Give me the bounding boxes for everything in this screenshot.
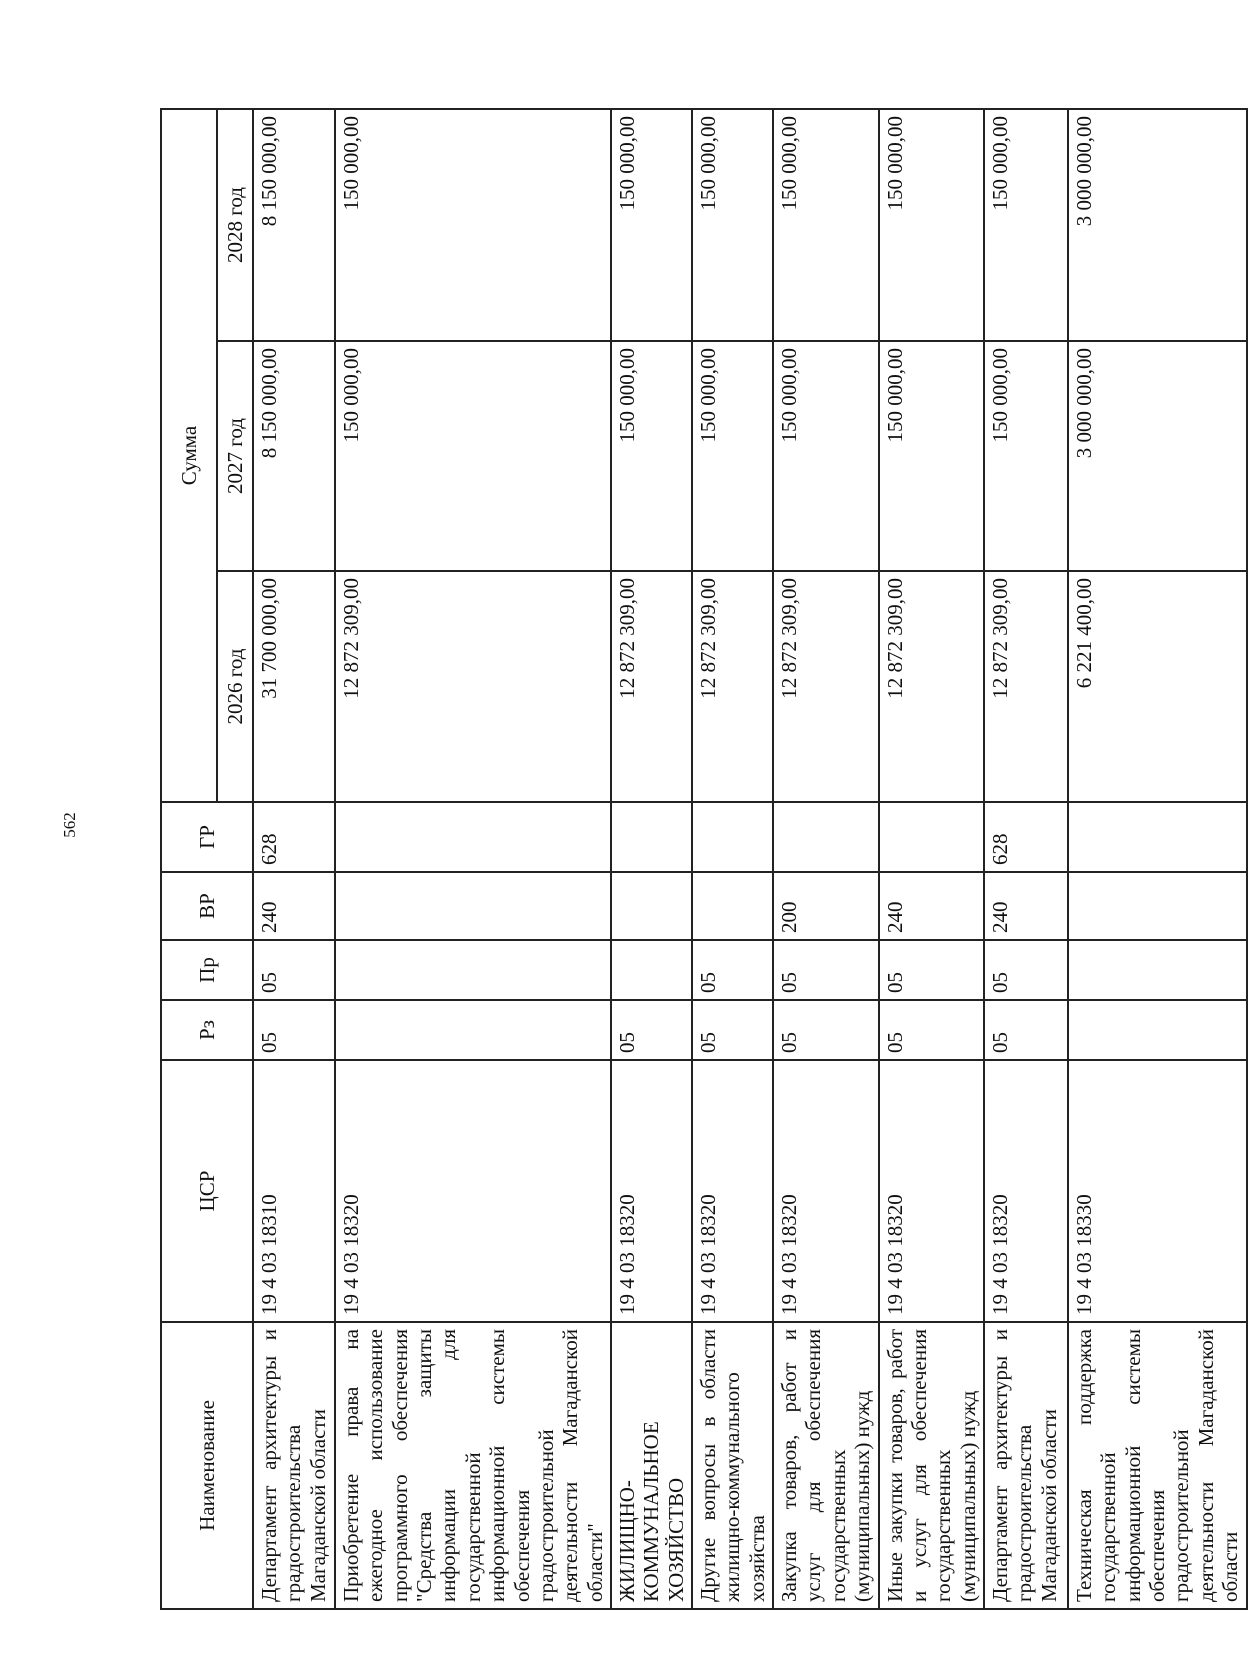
cell-csr: 19 4 03 18320 — [879, 1060, 984, 1322]
cell-csr: 19 4 03 18320 — [773, 1060, 878, 1322]
cell-csr: 19 4 03 18310 — [253, 1060, 335, 1322]
col-header-pr: Пр — [161, 940, 253, 1000]
cell-name: Приобретение права на ежегодное использование программного обеспечения "Средства защиты информации для государственной информационной системы обеспечения градостроительной деятельности Магаданской области" — [335, 1322, 611, 1609]
table-row — [773, 109, 878, 1609]
table-row — [692, 109, 773, 1609]
cell-csr: 19 4 03 18320 — [692, 1060, 773, 1322]
table-row — [335, 109, 611, 1609]
cell-2026: 12 872 309,00 — [692, 571, 773, 802]
cell-csr: 19 4 03 18320 — [335, 1060, 611, 1322]
cell-gr — [1068, 802, 1247, 872]
cell-csr: 19 4 03 18320 — [611, 1060, 692, 1322]
cell-2027: 3 000 000,00 — [1068, 341, 1247, 571]
cell-2028: 150 000,00 — [879, 109, 984, 341]
col-header-gr: ГР — [161, 802, 253, 872]
cell-2026: 12 872 309,00 — [879, 571, 984, 802]
cell-2027: 150 000,00 — [773, 341, 878, 571]
cell-vr: 240 — [879, 872, 984, 940]
cell-2028: 150 000,00 — [773, 109, 878, 341]
cell-rz — [335, 1000, 611, 1060]
cell-2026: 12 872 309,00 — [984, 571, 1068, 802]
cell-rz: 05 — [773, 1000, 878, 1060]
cell-2026: 31 700 000,00 — [253, 571, 335, 802]
cell-2028: 3 000 000,00 — [1068, 109, 1247, 341]
table-row — [879, 109, 984, 1609]
table-row — [611, 109, 692, 1609]
table-row — [253, 109, 335, 1609]
cell-pr: 05 — [692, 940, 773, 1000]
cell-name: Иные закупки товаров, работ и услуг для обеспечения государственных (муниципальных) нужд — [879, 1322, 984, 1609]
cell-pr — [335, 940, 611, 1000]
cell-gr — [611, 802, 692, 872]
cell-name: Департамент архитектуры и градостроительства Магаданской области — [253, 1322, 335, 1609]
cell-2026: 12 872 309,00 — [773, 571, 878, 802]
cell-rz: 05 — [984, 1000, 1068, 1060]
cell-name: Закупка товаров, работ и услуг для обеспечения государственных (муниципальных) нужд — [773, 1322, 878, 1609]
cell-pr — [611, 940, 692, 1000]
cell-2028: 150 000,00 — [984, 109, 1068, 341]
col-header-csr: ЦСР — [161, 1060, 253, 1322]
table-row — [1068, 109, 1247, 1609]
cell-2027: 150 000,00 — [335, 341, 611, 571]
page-number: 562 — [60, 812, 79, 838]
cell-2028: 150 000,00 — [611, 109, 692, 341]
cell-2026: 6 221 400,00 — [1068, 571, 1247, 802]
col-header-vr: ВР — [161, 872, 253, 940]
table-row — [984, 109, 1068, 1609]
cell-gr: 628 — [253, 802, 335, 872]
header-row-1 — [161, 109, 217, 1609]
cell-vr: 200 — [773, 872, 878, 940]
cell-gr: 628 — [984, 802, 1068, 872]
cell-rz: 05 — [611, 1000, 692, 1060]
cell-vr: 240 — [253, 872, 335, 940]
cell-vr: 240 — [984, 872, 1068, 940]
cell-2026: 12 872 309,00 — [611, 571, 692, 802]
col-header-2027: 2027 год — [217, 341, 253, 571]
cell-gr — [692, 802, 773, 872]
cell-vr — [692, 872, 773, 940]
cell-rz: 05 — [253, 1000, 335, 1060]
cell-pr: 05 — [879, 940, 984, 1000]
cell-gr — [773, 802, 878, 872]
cell-2027: 150 000,00 — [879, 341, 984, 571]
cell-2028: 150 000,00 — [692, 109, 773, 341]
cell-vr — [335, 872, 611, 940]
cell-pr: 05 — [253, 940, 335, 1000]
cell-2028: 8 150 000,00 — [253, 109, 335, 341]
budget-table — [160, 108, 1248, 1610]
cell-2027: 150 000,00 — [692, 341, 773, 571]
col-header-name: Наименование — [161, 1322, 253, 1609]
cell-gr — [335, 802, 611, 872]
cell-vr — [1068, 872, 1247, 940]
col-header-sum: Сумма — [161, 109, 217, 802]
cell-rz: 05 — [879, 1000, 984, 1060]
cell-rz — [1068, 1000, 1247, 1060]
cell-name: ЖИЛИЩНО-КОММУНАЛЬНОЕ ХОЗЯЙСТВО — [611, 1322, 692, 1609]
cell-2027: 150 000,00 — [611, 341, 692, 571]
cell-2026: 12 872 309,00 — [335, 571, 611, 802]
cell-2028: 150 000,00 — [335, 109, 611, 341]
cell-pr: 05 — [773, 940, 878, 1000]
col-header-2026: 2026 год — [217, 571, 253, 802]
cell-csr: 19 4 03 18330 — [1068, 1060, 1247, 1322]
cell-name: Департамент архитектуры и градостроительства Магаданской области — [984, 1322, 1068, 1609]
cell-name: Техническая поддержка государственной информационной системы обеспечения градостроительной деятельности Магаданской области — [1068, 1322, 1247, 1609]
cell-pr: 05 — [984, 940, 1068, 1000]
cell-vr — [611, 872, 692, 940]
cell-2027: 150 000,00 — [984, 341, 1068, 571]
col-header-rz: Рз — [161, 1000, 253, 1060]
cell-csr: 19 4 03 18320 — [984, 1060, 1068, 1322]
cell-name: Другие вопросы в области жилищно-коммунального хозяйства — [692, 1322, 773, 1609]
cell-rz: 05 — [692, 1000, 773, 1060]
col-header-2028: 2028 год — [217, 109, 253, 341]
cell-2027: 8 150 000,00 — [253, 341, 335, 571]
cell-pr — [1068, 940, 1247, 1000]
cell-gr — [879, 802, 984, 872]
table-rotation-wrapper — [160, 110, 1243, 1610]
